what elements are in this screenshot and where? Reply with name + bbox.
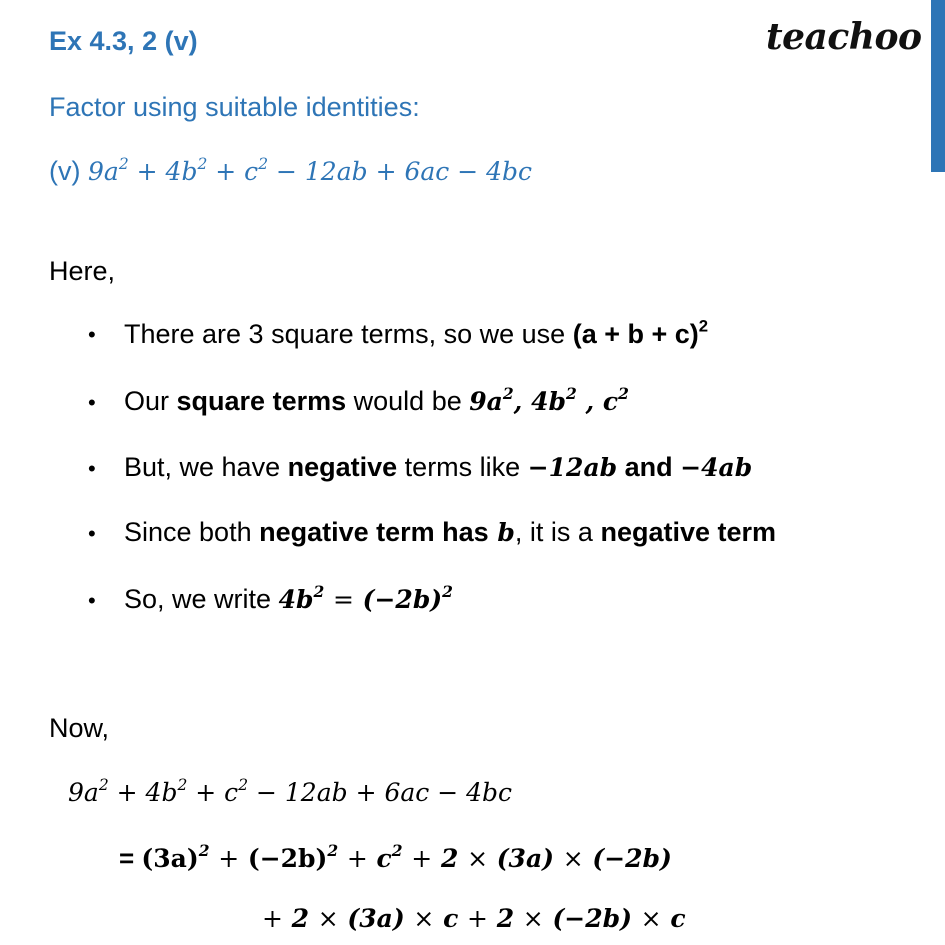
- bullet-4-math: b: [497, 518, 515, 547]
- bullet-3: [124, 452, 752, 483]
- bullet-4-text-a: Since both: [124, 517, 252, 547]
- bullet-dot: •: [88, 456, 96, 481]
- bullet-dot: •: [88, 521, 96, 546]
- here-label: Here,: [49, 256, 116, 286]
- bullet-4-text-b: , it is a: [514, 517, 593, 547]
- bullet-1-identity: $(a + b + c)^2$: [572, 316, 709, 349]
- working-line-2-math: $(3a)^2 + (-2b)^2 + c^2 + 2 \times (3a) \times (-2b)$: [141, 841, 672, 873]
- bullet-4-bold-b: negative term: [600, 517, 777, 547]
- bullet-dot: •: [88, 390, 96, 415]
- bullet-3-text-b: terms like: [404, 452, 521, 482]
- bullet-2-math: $9a^2$, $4b^2$ , $c^2$: [469, 384, 629, 416]
- bullet-3-bold-b: and: [624, 452, 673, 482]
- question-instruction: Factor using suitable identities:: [49, 92, 420, 122]
- working-line-2-prefix: =: [119, 843, 135, 873]
- bullet-dot: •: [88, 588, 96, 613]
- working-line-1: $9a^2 + 4b^2 + c^2 - 12ab + 6ac - 4bc$: [68, 776, 513, 807]
- part-label: (v): [49, 156, 81, 186]
- bullet-1: [124, 316, 709, 350]
- bullet-4-bold-a: negative term has: [259, 517, 489, 547]
- bullet-5-text-a: So, we write: [124, 584, 272, 614]
- bullet-3-bold-a: negative: [287, 452, 398, 482]
- bullet-dot: •: [88, 322, 96, 347]
- question-expression-line: [49, 156, 532, 187]
- bullet-5: [124, 584, 453, 615]
- working-line-2: [119, 843, 672, 874]
- bullet-2-text-a: Our: [124, 386, 170, 416]
- bullet-2: [124, 386, 629, 417]
- bullet-3-math-b: −4ab: [680, 453, 753, 482]
- bullet-3-math-a: −12ab: [527, 453, 618, 482]
- working-line-3: + 2 × (3a) × c + 2 × (−2b) × c: [262, 904, 686, 933]
- question-expression: $9a^2 + 4b^2 + c^2 - 12ab + 6ac - 4bc$: [88, 155, 533, 186]
- bullet-2-bold-a: square terms: [176, 386, 347, 416]
- bullet-3-text-a: But, we have: [124, 452, 281, 482]
- scrollbar-thumb[interactable]: [931, 0, 945, 172]
- bullet-5-math: $4b^2 = (-2b)^2$: [278, 582, 453, 614]
- exercise-title: Ex 4.3, 2 (v): [49, 26, 198, 56]
- bullet-2-text-b: would be: [353, 386, 462, 416]
- bullet-1-text: There are 3 square terms, so we use: [124, 319, 566, 349]
- brand-logo: teachoo: [766, 16, 922, 58]
- now-label: Now,: [49, 713, 110, 743]
- bullet-4: [124, 517, 776, 548]
